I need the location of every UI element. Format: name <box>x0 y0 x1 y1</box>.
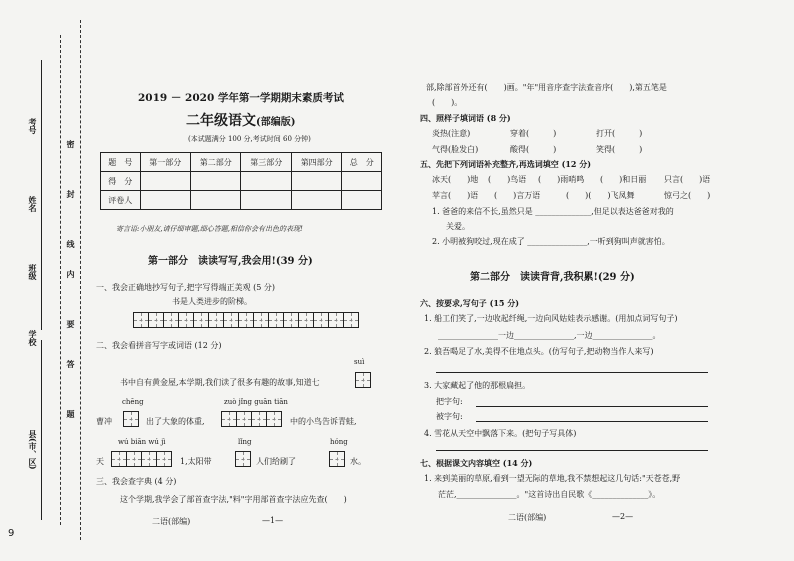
binding-line-outer <box>60 35 61 525</box>
exam-no-label: 考号 <box>28 118 38 134</box>
class-label: 班级 <box>28 264 38 280</box>
q6-item-4: 4. 雪花从天空中飘落下来。(把句子写具体) <box>424 429 577 438</box>
q6-prompt: 六、按要求,写句子 (15 分) <box>420 298 520 308</box>
part1-heading: 第一部分 读读写写,我会用!(39 分) <box>148 256 313 267</box>
hong-box[interactable] <box>330 451 345 467</box>
q1-sentence: 书是人类进步的阶梯。 <box>172 297 252 306</box>
ling-box[interactable] <box>236 451 251 467</box>
seal-char-8: 题 <box>66 410 76 418</box>
left-footer-page: —1— <box>262 516 284 525</box>
q5-word-4[interactable]: ( )和日丽 <box>600 175 647 184</box>
header-cell: 题 号 <box>101 153 141 172</box>
pinyin-hong: hóng <box>330 438 348 446</box>
score-table <box>100 152 382 210</box>
subject-title <box>186 110 295 130</box>
q4-item-3[interactable]: 打开( ) <box>596 129 643 138</box>
q6-item-1-answer[interactable]: _______________一边_______________,一边_______________。 <box>438 331 661 340</box>
q2-tian: 天 <box>96 457 104 466</box>
q5-word-9[interactable]: 惊弓之( ) <box>664 191 711 200</box>
score-cell[interactable] <box>291 172 341 191</box>
school-label: 学校 <box>28 330 38 346</box>
binding-line-inner <box>80 20 81 540</box>
right-footer-subject: 二语(部编) <box>508 513 547 522</box>
q6-item-4-answer-line[interactable] <box>436 450 708 451</box>
header-cell: 总 分 <box>342 153 382 172</box>
q7-prompt: 七、根据课文内容填空 (14 分) <box>420 458 533 468</box>
exam-title: 2019 － 2020 学年第一学期期末素质考试 <box>138 92 344 104</box>
q2-mid: 出了大象的体重, <box>146 417 205 426</box>
q5-word-5[interactable]: 只言( )语 <box>664 175 711 184</box>
q6-item-2: 2. 狼吾喝足了水,美得不住地点头。(仿写句子,把动物当作人来写) <box>424 347 654 356</box>
county-field[interactable] <box>41 420 42 520</box>
header-cell: 第二部分 <box>191 153 241 172</box>
q6-item-2-answer-line[interactable] <box>436 372 708 373</box>
pinyin-cheng: chēng <box>122 398 144 406</box>
q6-ba-line[interactable] <box>476 406 708 407</box>
q1-prompt: 一、我会正确地抄写句子,把字写得端正美观 (5 分) <box>96 283 275 292</box>
pinyin-sui: suì <box>354 358 365 366</box>
q5-word-3[interactable]: ( )雨哨鸣 <box>538 175 585 184</box>
grader-cell[interactable] <box>241 191 291 210</box>
q6-item-3: 3. 大家藏起了他的那根扁担。 <box>424 381 531 390</box>
q2-prompt: 二、我会看拼音写字或词语 (12 分) <box>96 341 222 350</box>
q5-sentence-2[interactable]: 2. 小明被狗咬过,现在成了 _______________,一听到狗叫声就害怕。 <box>432 237 670 246</box>
score-cell[interactable] <box>191 172 241 191</box>
q6-item-1: 1. 船工们笑了,一边收起纤绳,一边向风姑娃表示感谢。(用加点词写句子) <box>424 314 678 323</box>
grader-cell[interactable] <box>291 191 341 210</box>
row-label-score: 得 分 <box>101 172 141 191</box>
q7-item-1: 1. 来到美丽的草原,看到一望无际的草地,我不禁想起这几句话:"天苍苍,野 <box>424 474 681 483</box>
seal-char-3: 线 <box>66 240 76 248</box>
q6-ba-label: 把字句: <box>436 397 463 406</box>
seal-char-1: 密 <box>66 140 76 148</box>
edition: (部编版) <box>256 117 296 128</box>
seal-char-4: 内 <box>66 270 76 278</box>
q2-end: 中的小鸟告诉青蛙, <box>290 417 357 426</box>
page-number: 9 <box>8 528 15 539</box>
school-field[interactable] <box>41 340 42 420</box>
q5-sentence-1[interactable]: 1. 爸爸的来信不长,虽然只是 ______________,但足以表达爸爸对我的 <box>432 207 674 216</box>
pinyin-zuojing: zuò jǐng guān tiān <box>224 398 288 406</box>
name-label: 姓名 <box>28 196 38 212</box>
exam-note: (本试题满分 100 分,考试时间 60 分钟) <box>188 135 311 143</box>
score-cell[interactable] <box>140 172 190 191</box>
cheng-box[interactable] <box>124 411 139 427</box>
q5-word-1[interactable]: 冰天( )地 <box>432 175 479 184</box>
q5-word-7[interactable]: ( )言万语 <box>494 191 541 200</box>
left-footer-subject: 二语(部编) <box>152 517 191 526</box>
q1-writing-grid[interactable] <box>134 312 359 328</box>
seal-char-2: 封 <box>66 190 76 198</box>
pinyin-ling: lǐng <box>238 438 252 446</box>
q4-item-6[interactable]: 笑得( ) <box>596 145 643 154</box>
q5-word-6[interactable]: 苹言( )语 <box>432 191 479 200</box>
sui-box[interactable] <box>356 372 371 388</box>
q2-people: 人们给刷了 <box>256 457 296 466</box>
grader-cell[interactable] <box>140 191 190 210</box>
q2-line1: 书中自有黄金屋,本学期,我们读了很多有趣的故事,知道七 <box>120 378 320 387</box>
seal-char-7: 答 <box>66 360 76 368</box>
row-label-grader: 评卷人 <box>101 191 141 210</box>
q7-item-1-answer[interactable]: 茫茫,_______________。"这首诗出自民歌《______________》。 <box>438 490 661 499</box>
encouragement-tip: 寄言语:小朋友,请仔细审题,细心答题,相信你会有出色的表现! <box>116 225 303 233</box>
header-cell: 第四部分 <box>291 153 341 172</box>
score-cell[interactable] <box>342 172 382 191</box>
q3-continued-2: ( )。 <box>432 98 463 107</box>
part2-heading: 第二部分 读读背背,我积累!(29 分) <box>470 272 635 283</box>
q2-water: 水。 <box>350 457 366 466</box>
q2-caochong: 曹冲 <box>96 417 112 426</box>
q5-sentence-1b: 关爱。 <box>446 222 470 231</box>
right-footer-page: —2— <box>612 512 634 521</box>
q3-text: 这个学期,我学会了部首查字法,"料"字用部首查字法应先查( ) <box>120 495 347 504</box>
header-cell: 第一部分 <box>140 153 190 172</box>
grader-cell[interactable] <box>191 191 241 210</box>
county-label: 县(市、区) <box>28 430 38 470</box>
q6-bei-label: 被字句: <box>436 412 463 421</box>
wubian-grid[interactable] <box>112 451 172 467</box>
q5-prompt: 五、先把下列词语补充整齐,再选词填空 (12 分) <box>420 159 592 169</box>
q3-prompt: 三、我会查字典 (4 分) <box>96 477 177 486</box>
class-field[interactable] <box>41 250 42 330</box>
name-field[interactable] <box>41 170 42 250</box>
q5-word-2[interactable]: ( )鸟语 <box>488 175 527 184</box>
seal-char-6: 要 <box>66 320 76 328</box>
q3-continued: 部,除部首外还有( )画。"年"用音序查字法查音序( ),第五笔是 <box>426 83 667 92</box>
q6-bei-line[interactable] <box>476 421 708 422</box>
q4-prompt: 四、照样子填词语 (8 分) <box>420 113 511 123</box>
q4-item-2[interactable]: 穿着( ) <box>510 129 557 138</box>
q5-word-8[interactable]: ( )( )飞凤舞 <box>566 191 635 200</box>
header-cell: 第三部分 <box>241 153 291 172</box>
q4-item-1: 炎热(注意) <box>432 129 471 138</box>
zuojing-grid[interactable] <box>222 411 282 427</box>
pinyin-wubian: wú biān wú jì <box>118 438 166 446</box>
score-cell[interactable] <box>241 172 291 191</box>
grader-cell[interactable] <box>342 191 382 210</box>
q2-gu: 1,太阳带 <box>180 457 212 466</box>
q4-item-4: 气得(脸发白) <box>432 145 479 154</box>
q4-item-5[interactable]: 酸得( ) <box>510 145 557 154</box>
subject-name: 二年级语文 <box>186 113 256 129</box>
